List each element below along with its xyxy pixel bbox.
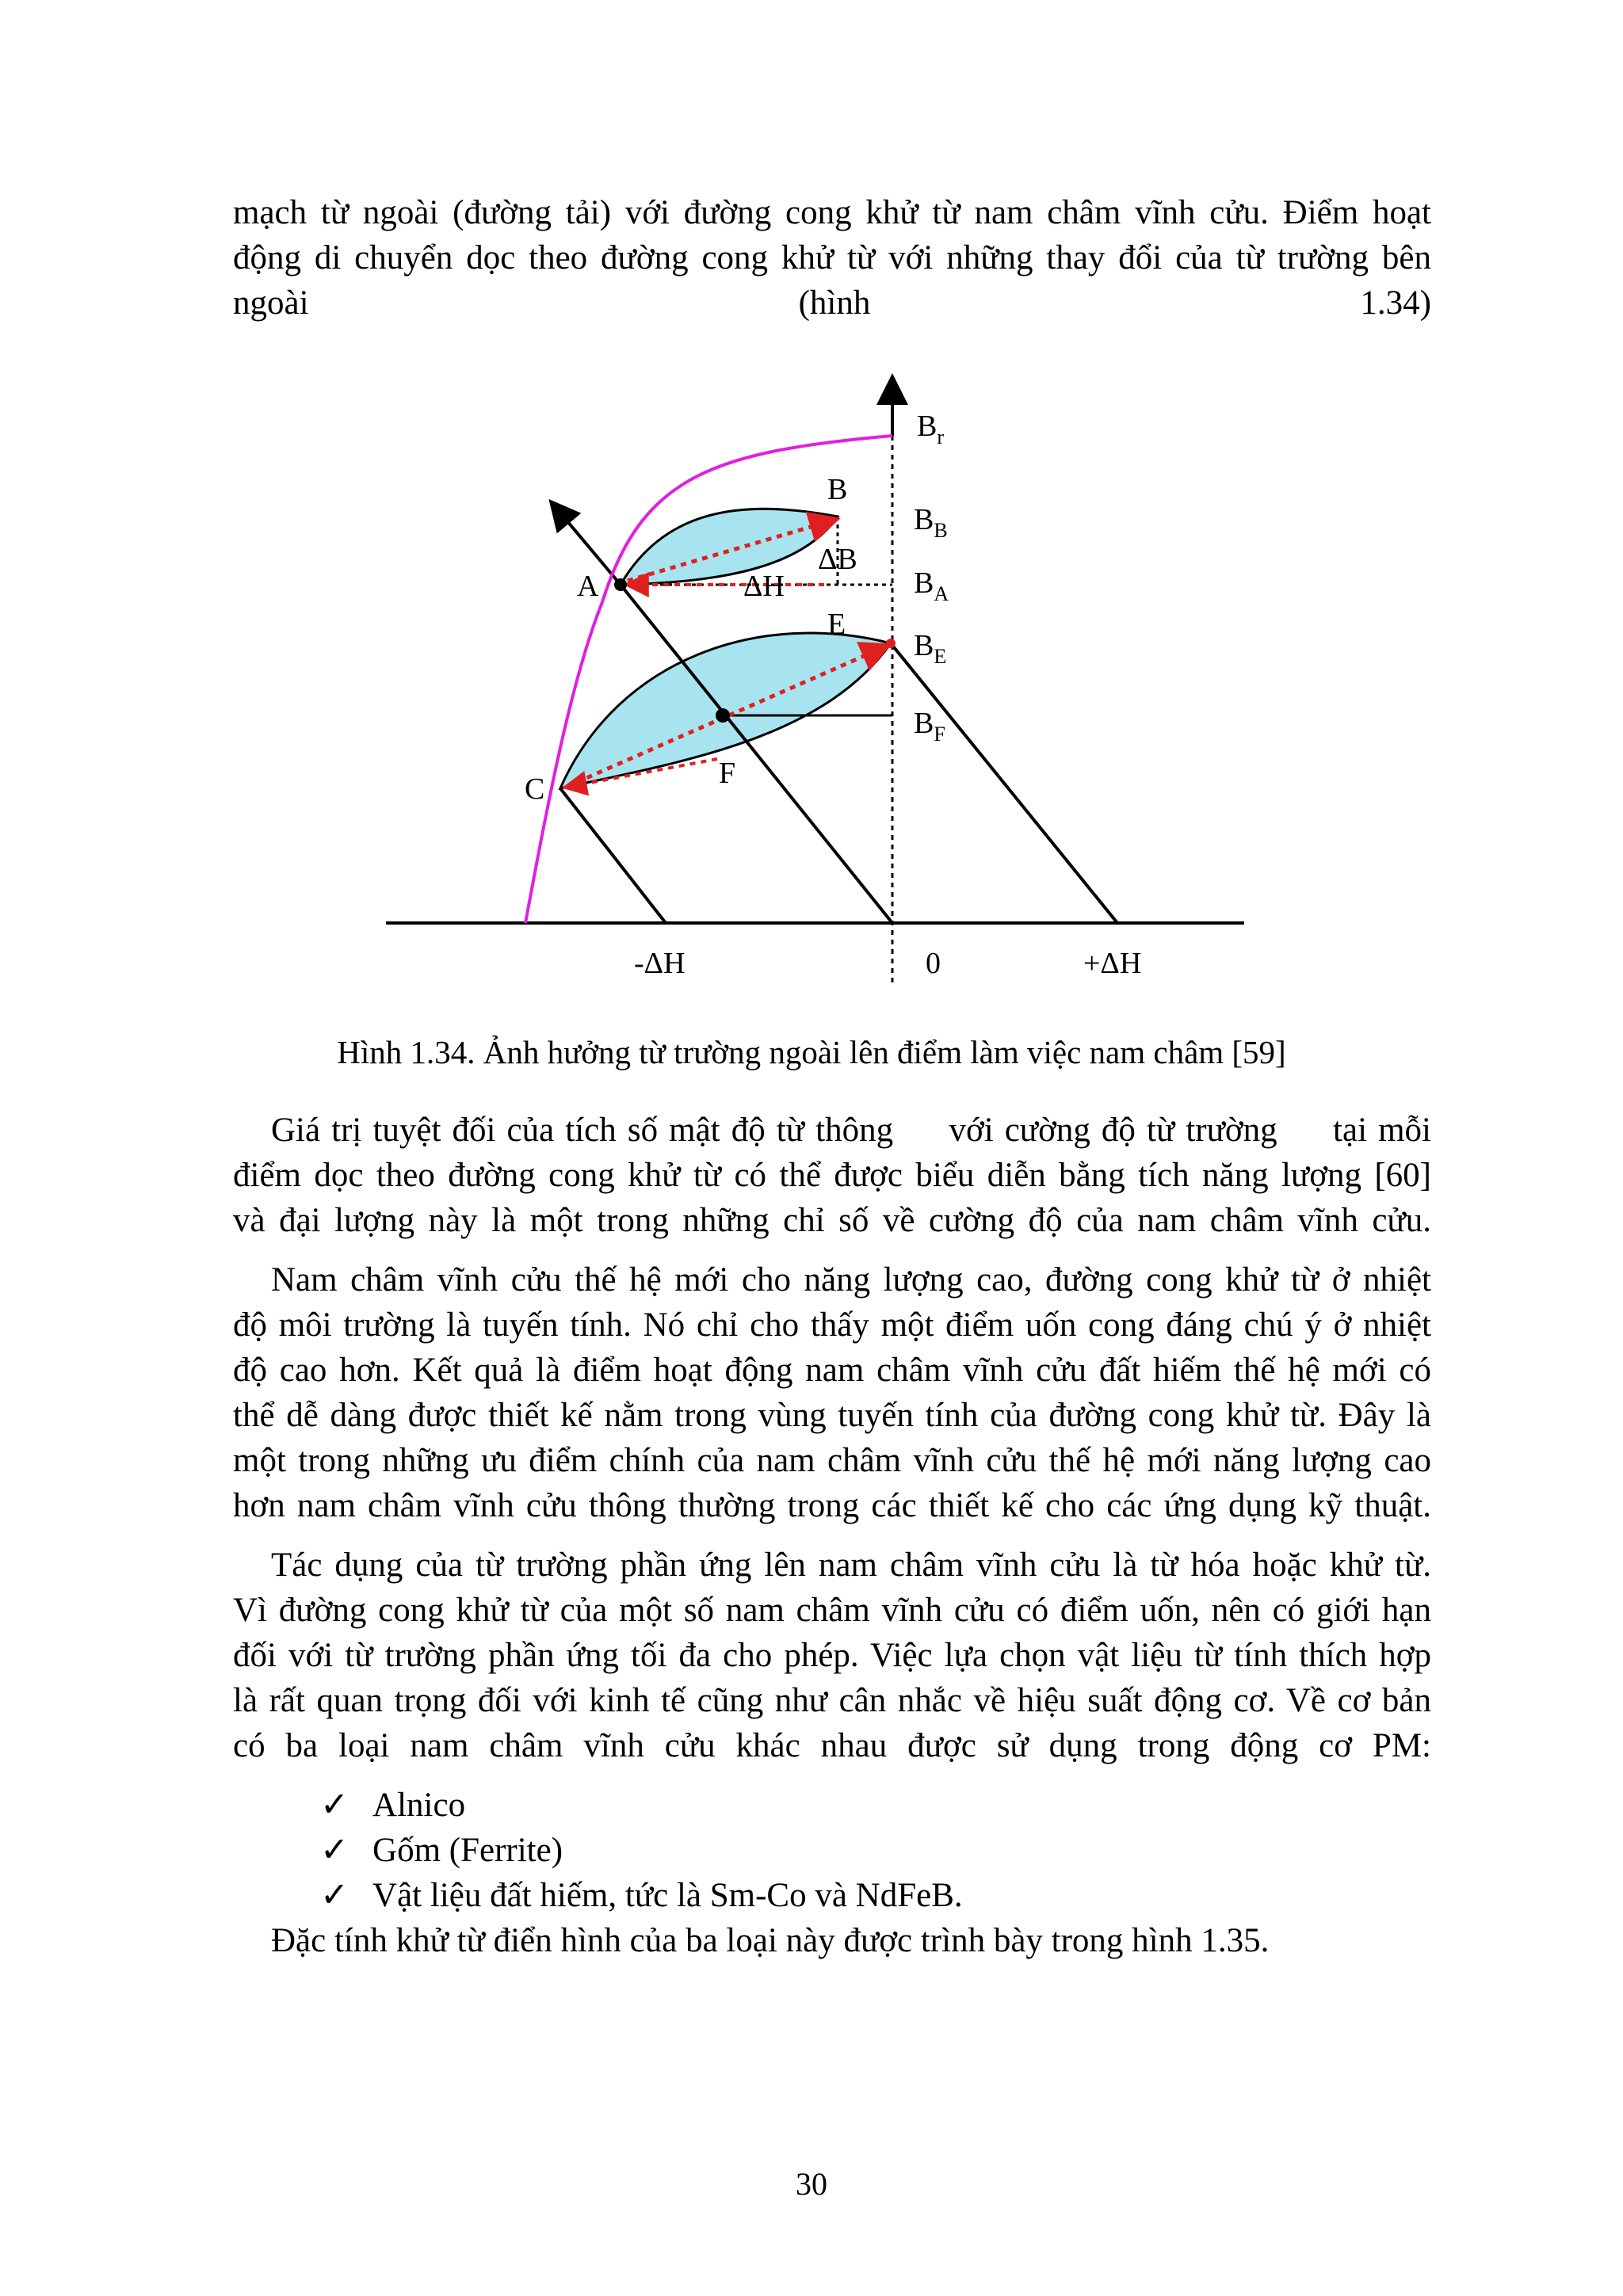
label-a: A	[577, 570, 599, 603]
list-item	[320, 1873, 963, 1918]
para2-line-6: hơn nam châm vĩnh cửu thông thường trong các thiết kế cho các ứng dụng kỹ thuật.	[233, 1487, 1431, 1524]
list-item	[320, 1783, 963, 1828]
intro-line-3: ngoài (hình 1.34)	[233, 284, 1431, 322]
label-br: $B_r$	[917, 410, 945, 448]
figure-1-34	[0, 364, 1623, 1014]
check-icon: ✓	[320, 1877, 349, 1914]
para2-line-3: độ cao hơn. Kết quả là điểm hoạt động nam châm vĩnh cửu đất hiếm thế hệ mới có	[233, 1352, 1431, 1389]
label-e: E	[827, 608, 846, 641]
closing-text: Đặc tính khử từ điển hình của ba loại này được trình bày trong hình 1.35.	[271, 1922, 1270, 1959]
para2-line-2: độ môi trường là tuyến tính. Nó chỉ cho thấy một điểm uốn cong đáng chú ý ở nhiệt	[233, 1306, 1431, 1344]
load-line-c	[560, 788, 666, 923]
para2-line-1: Nam châm vĩnh cửu thế hệ mới cho năng lượng cao, đường cong khử từ ở nhiệt	[271, 1261, 1431, 1299]
para1-line-3: và đại lượng này là một trong những chỉ số về cường độ của nam châm vĩnh cửu.	[233, 1202, 1431, 1239]
para3-line-4: là rất quan trọng đối với kinh tế cũng như cân nhắc về hiệu suất động cơ. Về cơ bản	[233, 1682, 1431, 1719]
label-delta-h: ΔH	[743, 570, 785, 603]
label-zero: 0	[926, 947, 941, 980]
label-bb: $B_B$	[914, 503, 948, 542]
para3-line-5: có ba loại nam châm vĩnh cửu khác nhau được sử dụng trong động cơ PM:	[233, 1727, 1431, 1764]
list-item-label: Gốm (Ferrite)	[372, 1832, 563, 1869]
intro-paragraph	[233, 190, 1431, 326]
point-a	[614, 578, 627, 591]
load-line-e	[891, 643, 1117, 923]
point-f	[716, 708, 730, 723]
paragraph-new-generation	[233, 1257, 1431, 1528]
check-icon: ✓	[320, 1832, 349, 1869]
label-ba: $B_A$	[914, 566, 949, 605]
para3-line-3: đối với từ trường phần ứng tối đa cho phép. Việc lựa chọn vật liệu từ tính thích hợp	[233, 1637, 1431, 1674]
label-be: $B_E$	[914, 629, 947, 668]
page-number: 30	[796, 2166, 827, 2202]
point-e	[886, 639, 896, 648]
paragraph-armature-field	[233, 1543, 1431, 1768]
figure-caption: Hình 1.34. Ảnh hưởng từ trường ngoài lên điểm làm việc nam châm [59]	[337, 1034, 1286, 1070]
label-b: B	[827, 473, 848, 506]
label-minus-dh: -ΔH	[634, 947, 685, 980]
list-item-label: Alnico	[372, 1787, 466, 1824]
label-c: C	[525, 772, 545, 806]
para2-line-4: thể dễ dàng được thiết kế nằm trong vùng tuyến tính của đường cong khử từ. Đây là	[233, 1397, 1431, 1434]
intro-line-2: động di chuyển dọc theo đường cong khử từ với những thay đổi của từ trường bên	[233, 239, 1431, 277]
list-item	[320, 1828, 963, 1873]
label-plus-dh: +ΔH	[1083, 947, 1142, 980]
closing-sentence	[233, 1918, 1431, 1963]
label-delta-b: ΔB	[818, 543, 857, 576]
intro-line-1: mạch từ ngoài (đường tải) với đường cong khử từ nam châm vĩnh cửu. Điểm hoạt	[233, 194, 1431, 231]
paragraph-energy-product	[233, 1108, 1431, 1243]
para1-line-2: điểm dọc theo đường cong khử từ có thể được biểu diễn bằng tích năng lượng [60]	[233, 1157, 1431, 1194]
check-icon: ✓	[320, 1787, 349, 1824]
para3-line-2: Vì đường cong khử từ của một số nam châm vĩnh cửu có điểm uốn, nên có giới hạn	[233, 1592, 1431, 1629]
list-item-label: Vật liệu đất hiếm, tức là Sm-Co và NdFeB.	[372, 1877, 963, 1914]
label-f: F	[719, 757, 736, 790]
label-bf: $B_F$	[914, 707, 945, 746]
para2-line-5: một trong những ưu điểm chính của nam châm vĩnh cửu thế hệ mới năng lượng cao	[233, 1442, 1431, 1479]
para1-line-1: Giá trị tuyệt đối của tích số mật độ từ thông với cường độ từ trường tại mỗi	[271, 1112, 1431, 1149]
para3-line-1: Tác dụng của từ trường phần ứng lên nam châm vĩnh cửu là từ hóa hoặc khử từ.	[271, 1547, 1431, 1584]
magnet-types-list	[320, 1783, 963, 1918]
